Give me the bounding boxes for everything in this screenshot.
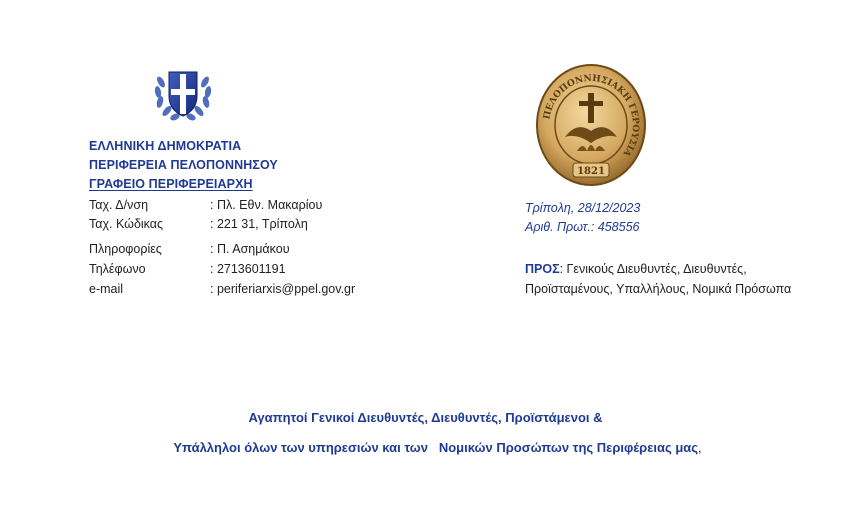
salutation-line-2-text: Υπάλληλοι όλων των υπηρεσιών και των Νομικών Προσώπων της Περιφέρειας μας: [173, 440, 699, 455]
svg-text:1821: 1821: [577, 166, 605, 177]
recipients-line-1: [525, 262, 747, 276]
org-country: ΕΛΛΗΝΙΚΗ ΔΗΜΟΚΡΑΤΙΑ: [89, 139, 242, 153]
protocol-number: Αριθ. Πρωτ.: 458556: [525, 220, 640, 234]
recipients-line-2: Προϊσταμένους, Υπαλλήλους, Νομικά Πρόσωπα: [525, 282, 792, 296]
recipients-list-1: : Γενικούς Διευθυντές, Διευθυντές,: [559, 262, 747, 276]
contact-value-email: : periferiarxis@ppel.gov.gr: [210, 282, 356, 296]
contact-label-phone: Τηλέφωνο: [89, 262, 146, 276]
contact-label-info: Πληροφορίες: [89, 242, 162, 256]
org-region: ΠΕΡΙΦΕΡΕΙΑ ΠΕΛΟΠΟΝΝΗΣΟΥ: [89, 158, 278, 172]
contact-value-info: : Π. Ασημάκου: [210, 242, 290, 256]
salutation-line-2-comma: ,: [698, 440, 702, 455]
contact-value-address: : Πλ. Εθν. Μακαρίου: [210, 198, 323, 212]
recipients-label: ΠΡΟΣ: [525, 262, 560, 276]
contact-label-email: e-mail: [89, 282, 124, 296]
salutation-line-2: [8, 440, 859, 455]
contact-value-postcode: : 221 31, Τρίπολη: [210, 217, 308, 231]
org-office: ΓΡΑΦΕΙΟ ΠΕΡΙΦΕΡΕΙΑΡΧΗ: [89, 177, 253, 191]
greek-state-emblem-icon: [151, 62, 215, 124]
svg-text:ΠΕΛΟΠΟΝΝΗΣΙΑΚΗ ΓΕΡΟΥΣΙΑ: ΠΕΛΟΠΟΝΝΗΣΙΑΚΗ ΓΕΡΟΥΣΙΑ: [542, 73, 641, 158]
contact-label-postcode: Ταχ. Κώδικας: [89, 217, 164, 231]
place-date: Τρίπολη, 28/12/2023: [525, 201, 641, 215]
peloponnese-seal-icon: [535, 63, 647, 187]
salutation-line-1: Αγαπητοί Γενικοί Διευθυντές, Διευθυντές, Προϊστάμενοι &: [248, 410, 603, 425]
contact-value-phone: : 2713601191: [210, 262, 286, 276]
contact-label-address: Ταχ. Δ/νση: [89, 198, 149, 212]
